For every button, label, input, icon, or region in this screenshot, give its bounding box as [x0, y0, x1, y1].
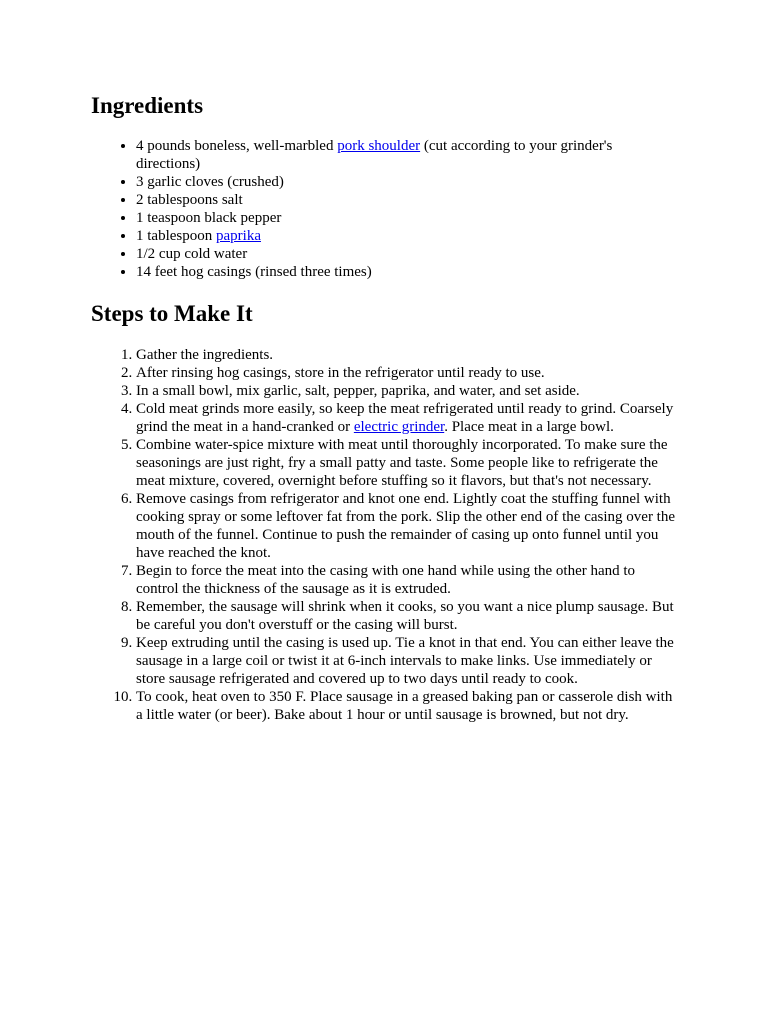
step-item: 6. Remove casings from refrigerator and knot one end. Lightly coat the stuffing funnel with cooking spray or some leftover fat from the pork. Slip the other end of the casing over the mouth of the funnel. Continue to push the remainder of casing up onto funnel until you have reached the knot. [136, 490, 680, 562]
step-item: 8. Remember, the sausage will shrink when it cooks, so you want a nice plump sausage. But be careful you don't overstuff or the casing will burst. [136, 598, 680, 634]
steps-list [91, 346, 680, 724]
step-item: 2. After rinsing hog casings, store in the refrigerator until ready to use. [136, 364, 680, 382]
ingredient-item: • 1 teaspoon black pepper [136, 209, 680, 227]
pork-shoulder-link[interactable]: pork shoulder [337, 138, 421, 154]
step-item: 3. In a small bowl, mix garlic, salt, pepper, paprika, and water, and set aside. [136, 382, 680, 400]
step-item: 5. Combine water-spice mixture with meat until thoroughly incorporated. To make sure the seasonings are just right, fry a small patty and taste. Some people like to refrigerate the meat mixture, covered, overnight before stuffing so it flavors, but that's not necessary. [136, 436, 680, 490]
step-item: 10. To cook, heat oven to 350 F. Place sausage in a greased baking pan or casserole dish with a little water (or beer). Bake about 1 hour or until sausage is browned, but not dry. [136, 688, 680, 724]
ingredient-item [136, 137, 680, 173]
electric-grinder-link[interactable]: electric grinder [353, 419, 445, 435]
ingredients-list [91, 137, 680, 281]
step-item: 1. Gather the ingredients. [136, 346, 680, 364]
ingredient-text: 4 pounds boneless, well-marbled [136, 138, 338, 154]
ingredient-item: • 3 garlic cloves (crushed) [136, 173, 680, 191]
step-item [136, 400, 680, 436]
ingredient-item: • 1/2 cup cold water [136, 245, 680, 263]
step-text: . Place meat in a large bowl. [444, 419, 614, 435]
ingredient-text: (cut according to your grinder's directions) [136, 138, 613, 172]
ingredients-heading: Ingredients [91, 93, 204, 118]
ingredient-item [136, 227, 680, 245]
step-item: 7. Begin to force the meat into the casing with one hand while using the other hand to control the thickness of the sausage as it is extruded. [136, 562, 680, 598]
step-item: 9. Keep extruding until the casing is used up. Tie a knot in that end. You can either leave the sausage in a large coil or twist it at 6-inch intervals to make links. Use immediately or store sausage refrigerated and covered up to two days until ready to cook. [136, 634, 680, 688]
ingredient-item: • 2 tablespoons salt [136, 191, 680, 209]
step-text: Cold meat grinds more easily, so keep the meat refrigerated until ready to grind. Coarsely grind the meat in a hand-cranked or [136, 401, 674, 435]
steps-heading: Steps to Make It [91, 301, 253, 326]
ingredient-item: • 14 feet hog casings (rinsed three times) [136, 263, 680, 281]
ingredient-text: 1 tablespoon [136, 228, 216, 244]
paprika-link[interactable]: paprika [216, 228, 261, 244]
